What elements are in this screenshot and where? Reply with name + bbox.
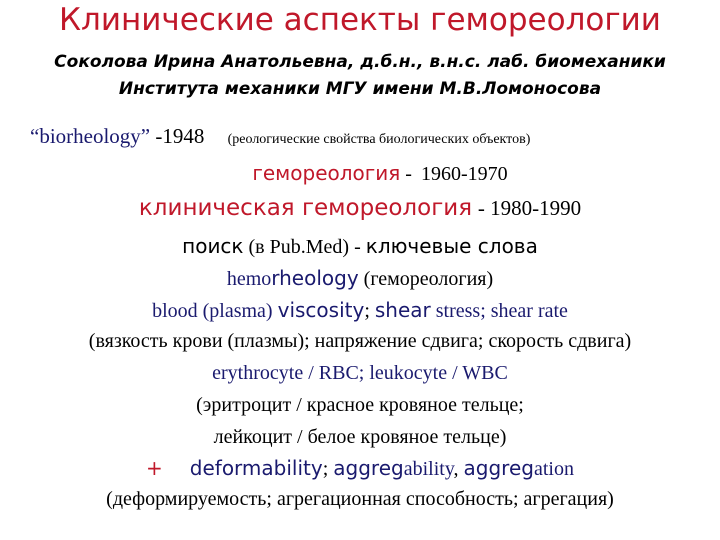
kw-semicolon: ;: [364, 300, 370, 322]
kw-plasma: (plasma): [202, 300, 273, 322]
kw-blood: blood: [152, 300, 198, 322]
hemo-suffix: rheology: [271, 266, 359, 290]
plus-sign: +: [146, 456, 163, 480]
kw-aggreg-2: aggreg: [463, 456, 534, 480]
biorheology-line: [30, 124, 720, 149]
author-line-1: Соколова Ирина Анатольевна, д.б.н., в.н.с. лаб. биомеханики: [54, 52, 666, 72]
page-title: [0, 2, 720, 38]
hemorheology-term: гемореология: [252, 161, 401, 185]
kw-stress: stress; shear rate: [435, 300, 568, 322]
kw-viscosity: viscosity: [277, 298, 365, 322]
hemo-prefix: hemo: [226, 268, 272, 290]
title-text: Клинические аспекты гемореологии: [59, 2, 661, 38]
clinical-years: - 1980-1990: [477, 196, 582, 220]
hemo-translation: (гемореология): [363, 268, 494, 290]
translation-line-cells-2: лейкоцит / белое кровяное тельце): [213, 426, 507, 448]
kw-shear: shear: [374, 298, 431, 322]
hemorheology-years: 1960-1970: [420, 163, 508, 185]
kw-ation: ation: [533, 458, 574, 480]
search-word: поиск: [182, 234, 244, 258]
biorheology-term: “biorheology”: [30, 124, 151, 148]
clinical-line: [0, 195, 720, 221]
keyword-deformability-line: [0, 456, 720, 481]
kw-ability: ability: [403, 458, 454, 480]
translation-line-deformability: (деформируемость; агрегационная способность; агрегация): [106, 488, 614, 510]
clinical-term: клиническая гемореология: [138, 195, 473, 221]
biorheology-year: -1948: [155, 124, 205, 148]
keyword-viscosity-line: [0, 298, 720, 323]
translation-line-cells-1: (эритроцит / красное кровяное тельце;: [196, 394, 524, 416]
hemorheology-sep: -: [405, 163, 412, 185]
kw-deformability: deformability: [189, 456, 323, 480]
biorheology-note: (реологические свойства биологических объектов): [227, 132, 531, 147]
kw-semicolon-2: ;: [322, 458, 329, 480]
search-line: [0, 234, 720, 259]
translation-line-viscosity: (вязкость крови (плазмы); напряжение сдвига; скорость сдвига): [88, 330, 632, 352]
keywords-label: ключевые слова: [365, 234, 538, 258]
keyword-cells-line: erythrocyte / RBC; leukocyte / WBC: [212, 362, 508, 384]
kw-comma: ,: [453, 458, 459, 480]
author-line-2: Института механики МГУ имени М.В.Ломоносова: [118, 79, 602, 99]
kw-aggreg-1: aggreg: [333, 456, 404, 480]
hemorheology-line: [40, 161, 720, 186]
keyword-hemorheology: [0, 266, 720, 291]
search-context: (в Pub.Med) -: [248, 236, 361, 258]
